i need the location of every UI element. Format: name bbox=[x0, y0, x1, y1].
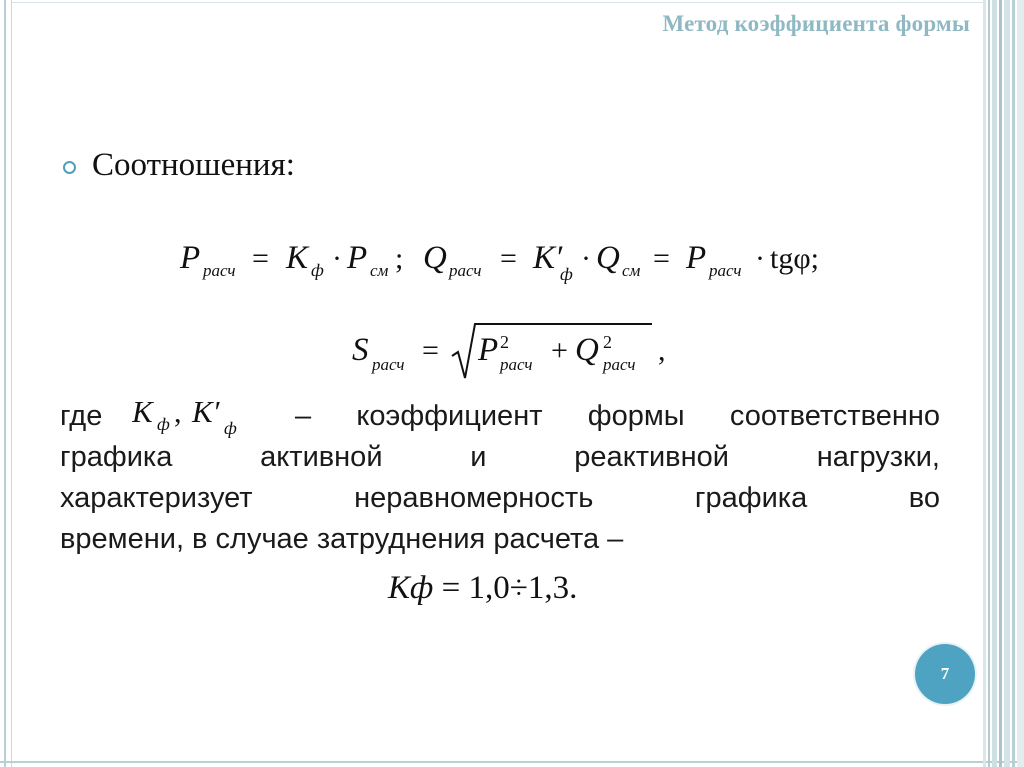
formula2-p-sup: 2 bbox=[500, 332, 509, 352]
description-line-1 bbox=[60, 394, 940, 440]
coefficient-value: = 1,0÷1,3. bbox=[433, 570, 578, 606]
coefficient-symbol: Кф bbox=[388, 570, 434, 606]
frame-right-bars bbox=[983, 0, 1024, 767]
formula-power-svg bbox=[180, 232, 840, 292]
coefficient-range bbox=[388, 570, 577, 607]
description-line-3: характеризует неравномерность графика во bbox=[60, 482, 940, 514]
formula2-q-sup: 2 bbox=[603, 332, 612, 352]
formula1-k2: K′ bbox=[533, 240, 563, 276]
formula2-plus: + bbox=[551, 334, 568, 367]
where-k: K bbox=[132, 394, 153, 429]
formula1-dot3: · bbox=[755, 242, 765, 275]
where-k2-sub: ф bbox=[224, 418, 237, 438]
formula1-tg: tgφ; bbox=[770, 242, 819, 275]
bullet-circle-icon bbox=[63, 161, 76, 174]
frame-left-inner-border bbox=[11, 0, 12, 767]
formula1-k: K bbox=[286, 240, 309, 276]
formula2-p-sub: расч bbox=[500, 355, 533, 374]
formula1-semi1: ; bbox=[395, 242, 404, 275]
frame-top-border bbox=[12, 2, 984, 3]
formula1-q2-sub: см bbox=[622, 261, 641, 280]
formula-apparent-power-svg bbox=[352, 318, 682, 388]
formula1-p3-sub: расч bbox=[709, 261, 742, 280]
formula2-q: Q bbox=[575, 332, 599, 368]
formula1-eq1: = bbox=[252, 242, 269, 275]
formula2-comma: , bbox=[658, 334, 666, 367]
where-coefficients-svg bbox=[132, 392, 282, 442]
formula1-q2: Q bbox=[596, 240, 620, 276]
formula1-p-sub: расч bbox=[203, 261, 236, 280]
formula2-s: S bbox=[352, 332, 369, 368]
formula2-p: P bbox=[478, 332, 499, 368]
formula1-p2: P bbox=[347, 240, 368, 276]
formula2-q-sub: расч bbox=[603, 355, 636, 374]
page-number-badge: 7 bbox=[915, 644, 975, 704]
formula1-dot1: · bbox=[332, 242, 342, 275]
where-word: где bbox=[60, 400, 103, 432]
formula2-eq: = bbox=[422, 334, 439, 367]
formula1-k-sub: ф bbox=[311, 260, 324, 280]
formula1-q: Q bbox=[423, 240, 447, 276]
formula1-k2-sub: ф bbox=[560, 264, 573, 284]
bullet-text: Соотношения: bbox=[92, 147, 295, 183]
formula1-dot2: · bbox=[581, 242, 591, 275]
frame-left-border bbox=[4, 0, 6, 767]
formula1-eq2: = bbox=[500, 242, 517, 275]
where-k-sub: ф bbox=[157, 414, 170, 434]
formula1-p3: P bbox=[686, 240, 707, 276]
formula2-s-sub: расч bbox=[372, 355, 405, 374]
formula1-p: P bbox=[180, 240, 201, 276]
formula1-p2-sub: см bbox=[370, 261, 389, 280]
frame-bottom-border bbox=[0, 761, 1024, 763]
formula-power bbox=[180, 232, 840, 292]
description-line-2: графика активной и реактивной нагрузки, bbox=[60, 441, 940, 473]
formula1-q-sub: расч bbox=[449, 261, 482, 280]
formula-apparent-power bbox=[352, 318, 682, 388]
description-line-1-text: – коэффициент формы соответственно bbox=[295, 400, 940, 432]
description-line-4: времени, в случае затруднения расчета – bbox=[60, 523, 624, 555]
where-k2: K′ bbox=[192, 394, 220, 429]
formula1-eq3: = bbox=[653, 242, 670, 275]
slide-header-title: Метод коэффициента формы bbox=[662, 11, 970, 36]
where-comma: , bbox=[174, 396, 182, 429]
